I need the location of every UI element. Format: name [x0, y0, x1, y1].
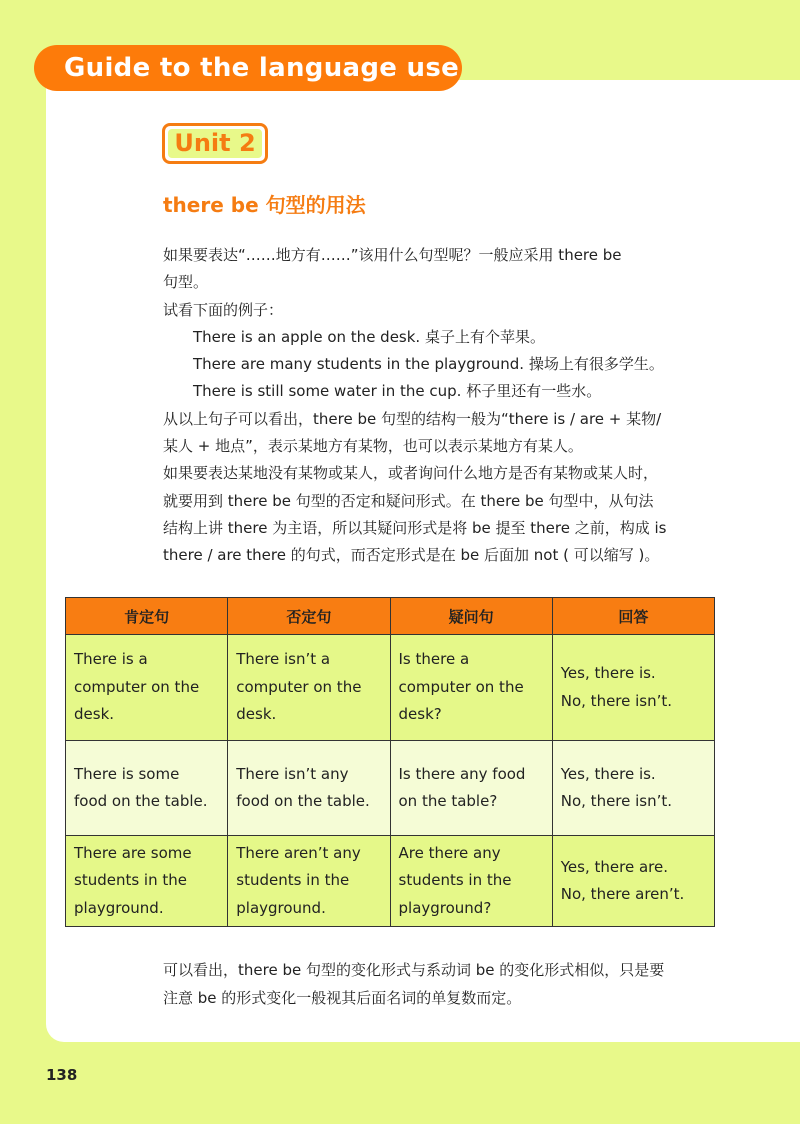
cell-line: There is a: [74, 650, 148, 669]
unit-badge: [162, 123, 268, 164]
body-text: [163, 242, 723, 570]
paragraph-line: 注意 be 的形式变化一般视其后面名词的单复数而定。: [163, 988, 522, 1007]
cell-line: Yes, there is.: [560, 664, 656, 682]
example-sentence: There are many students in the playground. 操场上有很多学生。: [193, 355, 664, 374]
cell-line: Are there any: [398, 843, 501, 862]
cell-negative: [228, 836, 390, 927]
table-header-row: [66, 598, 715, 635]
paragraph-line: 如果要表达“……地方有……”该用什么句型呢？一般应采用 there be: [163, 246, 622, 264]
section-header: Guide to the language use: [34, 45, 462, 91]
cell-line: students in the: [398, 871, 512, 890]
cell-answer: [552, 741, 714, 836]
cell-line: There isn’t a: [236, 650, 331, 669]
cell-line: Is there a: [398, 650, 470, 669]
cell-line: food on the table.: [74, 792, 208, 810]
header-answer: 回答: [552, 598, 714, 635]
page-number: 138: [46, 1066, 78, 1084]
header-negative: 否定句: [228, 598, 390, 635]
example-sentence: There is an apple on the desk. 桌子上有个苹果。: [193, 327, 545, 346]
cell-negative: [228, 741, 390, 836]
grammar-table: [65, 597, 715, 927]
paragraph-line: 可以看出，there be 句型的变化形式与系动词 be 的变化形式相似，只是要: [163, 961, 665, 979]
cell-answer: [552, 836, 714, 927]
paragraph-line: 结构上讲 there 为主语，所以其疑问形式是将 be 提至 there 之前，构成 is: [163, 518, 667, 537]
cell-affirmative: [66, 741, 228, 836]
cell-line: desk.: [74, 705, 115, 724]
cell-line: Is there any food: [398, 764, 526, 783]
paragraph-line: 就要用到 there be 句型的否定和疑问形式。在 there be 句型中，从句法: [163, 491, 654, 510]
cell-question: [390, 635, 552, 741]
cell-line: computer on the: [74, 677, 200, 696]
cell-line: desk.: [236, 705, 277, 724]
cell-line: playground?: [398, 898, 492, 917]
cell-negative: [228, 635, 390, 741]
paragraph-line: 如果要表达某地没有某物或某人，或者询问什么地方是否有某物或某人时，: [163, 464, 659, 483]
cell-line: playground.: [74, 898, 164, 917]
header-question: 疑问句: [390, 598, 552, 635]
cell-line: There are some: [74, 843, 192, 862]
paragraph-line: 某人 + 地点”，表示某地方有某物，也可以表示某地方有某人。: [163, 437, 583, 456]
cell-line: computer on the: [398, 677, 524, 696]
cell-line: students in the: [74, 871, 187, 890]
conclusion-text: [163, 957, 723, 1012]
cell-question: [390, 836, 552, 927]
cell-line: There aren’t any: [236, 843, 361, 862]
paragraph-line: there / are there 的句式，而否定形式是在 be 后面加 not ( 可以缩写 )。: [163, 546, 660, 565]
cell-line: food on the table.: [236, 792, 370, 810]
header-affirmative: 肯定句: [66, 598, 228, 635]
cell-line: Yes, there are.: [560, 857, 668, 876]
cell-line: There isn’t any: [236, 764, 349, 783]
table-row: [66, 836, 715, 927]
cell-line: There is some: [74, 764, 180, 783]
section-title: there be 句型的用法: [163, 193, 366, 217]
cell-line: No, there aren’t.: [560, 885, 685, 903]
paragraph-line: 句型。: [163, 273, 209, 292]
cell-line: Yes, there is.: [560, 764, 656, 783]
example-sentence: There is still some water in the cup. 杯子里还有一些水。: [193, 382, 602, 401]
cell-affirmative: [66, 836, 228, 927]
cell-line: No, there isn’t.: [560, 691, 673, 710]
cell-line: students in the: [236, 871, 350, 890]
unit-label: Unit 2: [168, 129, 262, 158]
table-row: [66, 635, 715, 741]
paragraph-line: 从以上句子可以看出，there be 句型的结构一般为“there is / are + 某物/: [163, 409, 662, 428]
cell-line: playground.: [236, 898, 326, 917]
table-row: [66, 741, 715, 836]
cell-question: [390, 741, 552, 836]
cell-answer: [552, 635, 714, 741]
cell-line: on the table?: [398, 792, 498, 810]
cell-line: desk?: [398, 705, 442, 724]
cell-line: No, there isn’t.: [560, 792, 673, 810]
cell-line: computer on the: [236, 677, 362, 696]
paragraph-line: 试看下面的例子：: [163, 300, 284, 319]
cell-affirmative: [66, 635, 228, 741]
